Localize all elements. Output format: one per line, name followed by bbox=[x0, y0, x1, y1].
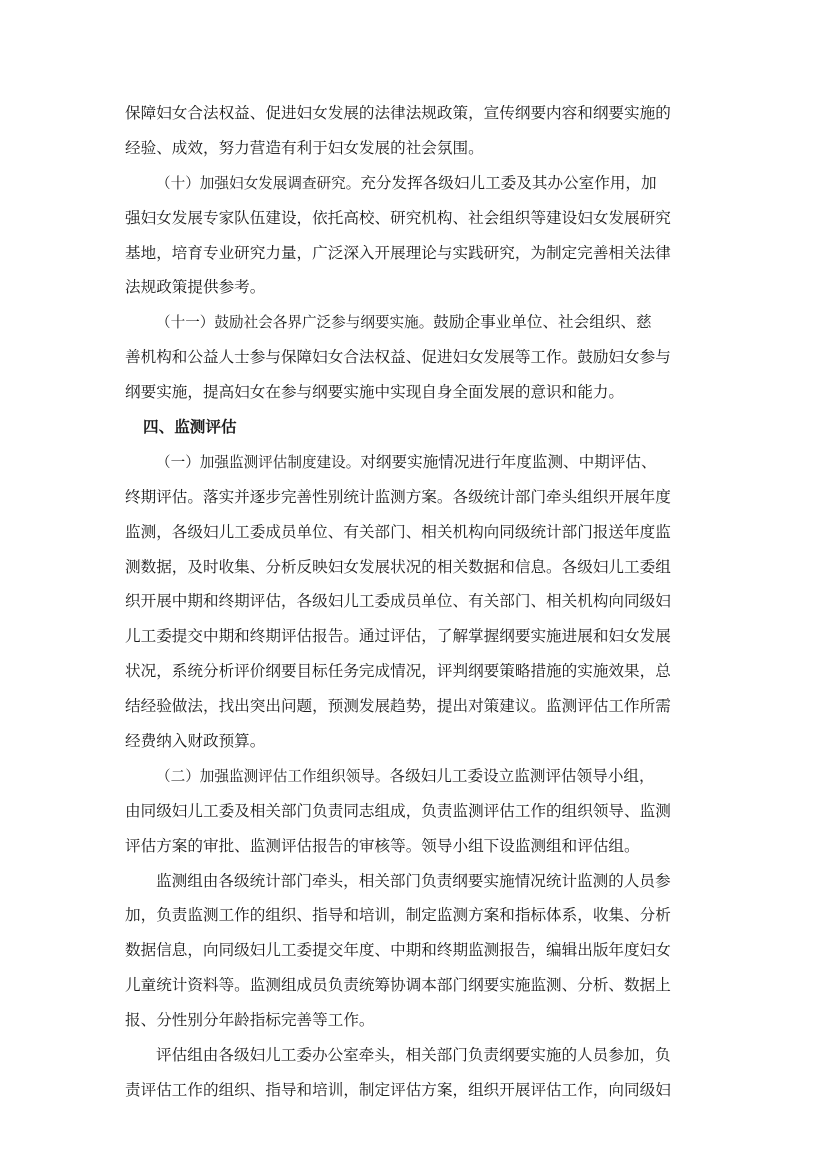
text-segment: 各级妇儿工委设立监测评估领导小组， bbox=[389, 766, 655, 785]
document-page bbox=[125, 96, 705, 1108]
text-line bbox=[125, 619, 705, 654]
text-segment: 充分发挥各级妇儿工委及其办公室作用，加 bbox=[360, 173, 657, 192]
text-line bbox=[125, 445, 705, 480]
text-segment: 报、分性别分年龄指标完善等工作。 bbox=[125, 1011, 375, 1030]
text-segment: 基地，培育专业研究力量，广泛深入开展理论与实践研究，为制定完善相关法律 bbox=[125, 243, 671, 262]
text-segment: 加，负责监测工作的组织、指导和培训，制定监测方案和指标体系，收集、分析 bbox=[125, 906, 671, 925]
text-segment: 监测组由各级统计部门牵头，相关部门负责纲要实施情况统计监测的人员参 bbox=[156, 871, 671, 890]
text-segment: 测数据，及时收集、分析反映妇女发展状况的相关数据和信息。各级妇儿工委组 bbox=[125, 557, 671, 576]
section-heading bbox=[125, 410, 705, 445]
text-segment: 对纲要实施情况进行年度监测、中期评估、 bbox=[360, 452, 657, 471]
text-segment: 鼓励企事业单位、社会组织、慈 bbox=[433, 313, 652, 332]
text-line bbox=[125, 864, 705, 899]
text-segment: 评估组由各级妇儿工委办公室牵头，相关部门负责纲要实施的人员参加，负 bbox=[156, 1046, 671, 1065]
text-line bbox=[125, 759, 705, 794]
text-segment: 织开展中期和终期评估，各级妇儿工委成员单位、有关部门、相关机构向同级妇 bbox=[125, 592, 671, 611]
text-segment: 评估方案的审批、监测评估报告的审核等。领导小组下设监测组和评估组。 bbox=[125, 836, 640, 855]
text-line bbox=[125, 689, 705, 724]
text-segment: 儿童统计资料等。监测组成员负责统筹协调本部门纲要实施监测、分析、数据上 bbox=[125, 976, 671, 995]
text-line bbox=[125, 550, 705, 585]
text-segment: 纲要实施，提高妇女在参与纲要实施中实现自身全面发展的意识和能力。 bbox=[125, 383, 625, 402]
text-segment: 善机构和公益人士参与保障妇女合法权益、促进妇女发展等工作。鼓励妇女参与 bbox=[125, 348, 671, 367]
text-line bbox=[125, 724, 705, 759]
text-segment: 终期评估。落实并逐步完善性别统计监测方案。各级统计部门牵头组织开展年度 bbox=[125, 487, 671, 506]
text-segment: 经费纳入财政预算。 bbox=[125, 732, 266, 751]
text-line bbox=[125, 1003, 705, 1038]
text-line bbox=[125, 270, 705, 305]
text-segment: 经验、成效，努力营造有利于妇女发展的社会氛围。 bbox=[125, 138, 484, 157]
paragraph-lead: （十一）鼓励社会各界广泛参与纲要实施。 bbox=[156, 314, 434, 332]
text-segment: 保障妇女合法权益、促进妇女发展的法律法规政策，宣传纲要内容和纲要实施的 bbox=[125, 104, 671, 122]
text-line bbox=[125, 340, 705, 375]
text-line bbox=[125, 1073, 705, 1108]
text-line bbox=[125, 584, 705, 619]
text-line bbox=[125, 515, 705, 550]
text-line bbox=[125, 305, 705, 340]
text-line bbox=[125, 96, 705, 131]
text-line bbox=[125, 968, 705, 1003]
text-line bbox=[125, 480, 705, 515]
text-line bbox=[125, 794, 705, 829]
text-segment: 状况，系统分析评价纲要目标任务完成情况，评判纲要策略措施的实施效果，总 bbox=[125, 662, 671, 681]
text-line bbox=[125, 933, 705, 968]
text-line bbox=[125, 236, 705, 271]
text-line bbox=[125, 131, 705, 166]
text-segment: 数据信息，向同级妇儿工委提交年度、中期和终期监测报告，编辑出版年度妇女 bbox=[125, 941, 671, 960]
text-segment: 儿工委提交中期和终期评估报告。通过评估，了解掌握纲要实施进展和妇女发展 bbox=[125, 627, 671, 646]
text-line bbox=[125, 201, 705, 236]
text-segment: 责评估工作的组织、指导和培训，制定评估方案，组织开展评估工作，向同级妇 bbox=[125, 1080, 671, 1099]
text-segment: 强妇女发展专家队伍建设，依托高校、研究机构、社会组织等建设妇女发展研究 bbox=[125, 208, 671, 227]
paragraph-lead: （一）加强监测评估制度建设。 bbox=[156, 453, 361, 471]
text-segment: 结经验做法，找出突出问题，预测发展趋势，提出对策建议。监测评估工作所需 bbox=[125, 697, 671, 716]
paragraph-lead: （十）加强妇女发展调查研究。 bbox=[156, 174, 361, 192]
text-line bbox=[125, 829, 705, 864]
text-segment: 监测，各级妇儿工委成员单位、有关部门、相关机构向同级统计部门报送年度监 bbox=[125, 522, 671, 541]
text-segment: 由同级妇儿工委及相关部门负责同志组成，负责监测评估工作的组织领导、监测 bbox=[125, 801, 671, 820]
text-segment: 四、监测评估 bbox=[143, 417, 237, 437]
text-line bbox=[125, 654, 705, 689]
text-line bbox=[125, 1038, 705, 1073]
text-line bbox=[125, 166, 705, 201]
text-line bbox=[125, 375, 705, 410]
text-segment: 法规政策提供参考。 bbox=[125, 278, 266, 297]
paragraph-lead: （二）加强监测评估工作组织领导。 bbox=[156, 767, 390, 785]
text-line bbox=[125, 898, 705, 933]
